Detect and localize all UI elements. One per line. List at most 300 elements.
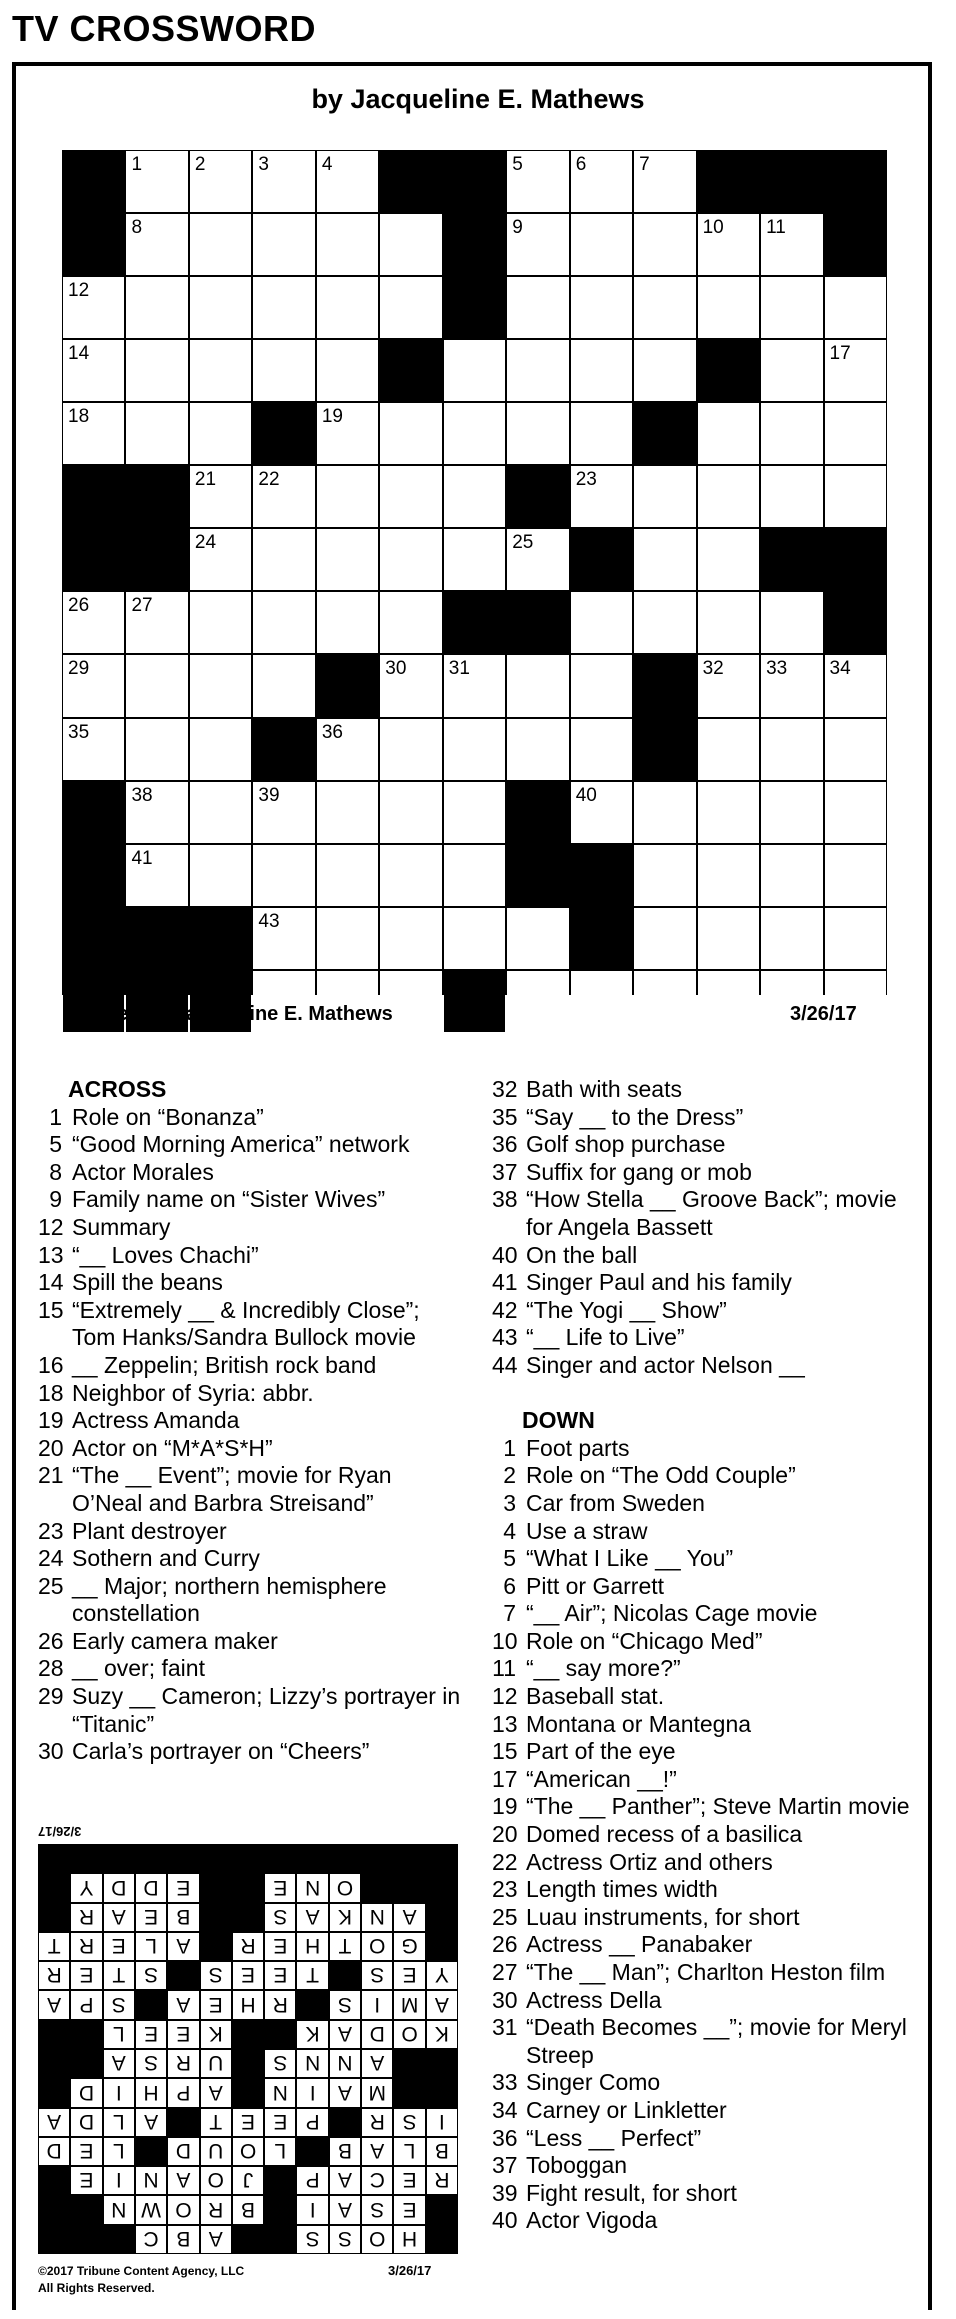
solution-letter: R <box>71 1904 101 1931</box>
grid-cell[interactable] <box>190 403 251 464</box>
solution-date: 3/26/17 <box>388 2263 432 2278</box>
grid-cell[interactable] <box>698 466 759 527</box>
solution-black-square <box>265 2021 295 2048</box>
solution-letter: B <box>330 2138 360 2165</box>
grid-cell[interactable] <box>507 971 568 1032</box>
grid-cell[interactable] <box>571 719 632 780</box>
clue-item <box>492 1655 912 1683</box>
grid-cell[interactable] <box>634 529 695 590</box>
grid-cell[interactable] <box>825 340 886 401</box>
clue-item <box>38 1214 468 1242</box>
grid-cell[interactable] <box>761 908 822 969</box>
clue-number: 9 <box>49 1186 62 1213</box>
grid-cell[interactable] <box>571 971 632 1032</box>
grid-cell[interactable] <box>825 466 886 527</box>
grid-cell[interactable] <box>126 592 187 653</box>
grid-cell[interactable] <box>317 592 378 653</box>
grid-cell[interactable] <box>698 971 759 1032</box>
solution-black-square <box>168 1962 198 1989</box>
solution-black-square <box>201 1933 231 1960</box>
solution-letter: H <box>394 2226 424 2253</box>
grid-cell[interactable] <box>190 529 251 590</box>
solution-letter: A <box>104 2050 134 2077</box>
grid-cell[interactable] <box>761 277 822 338</box>
grid-cell[interactable] <box>634 782 695 843</box>
grid-cell[interactable] <box>190 466 251 527</box>
solution-letter: A <box>330 2079 360 2106</box>
frame-left-rule <box>12 62 16 2310</box>
grid-cell[interactable] <box>634 592 695 653</box>
clue-number: 5 <box>49 1131 62 1158</box>
solution-letter: S <box>201 1962 231 1989</box>
grid-cell[interactable] <box>317 529 378 590</box>
solution-letter: N <box>330 2050 360 2077</box>
grid-cell[interactable] <box>190 719 251 780</box>
black-square <box>63 782 124 843</box>
clue-number: 13 <box>38 1241 64 1268</box>
solution-letter: A <box>201 2079 231 2106</box>
grid-cell[interactable] <box>444 719 505 780</box>
grid-cell[interactable] <box>317 403 378 464</box>
grid-cell[interactable] <box>190 782 251 843</box>
grid-cell[interactable] <box>190 655 251 716</box>
clue-text: “How Stella __ Groove Back”; movie for Angela Bassett <box>526 1186 897 1240</box>
solution-black-square <box>427 2079 457 2106</box>
grid-cell[interactable] <box>317 151 378 212</box>
grid-cell[interactable] <box>380 655 441 716</box>
grid-cell[interactable] <box>126 214 187 275</box>
clue-text: __ over; faint <box>72 1655 205 1682</box>
clue-number: 35 <box>68 721 90 743</box>
solution-letter: E <box>394 1962 424 1989</box>
down-clue-list <box>492 1435 912 2235</box>
black-square <box>698 340 759 401</box>
across-heading: ACROSS <box>68 1076 167 1102</box>
grid-cell[interactable] <box>317 845 378 906</box>
black-square <box>761 151 822 212</box>
grid-cell[interactable] <box>698 592 759 653</box>
clue-number: 12 <box>38 1213 64 1240</box>
clue-item <box>38 1655 468 1683</box>
grid-cell[interactable] <box>253 908 314 969</box>
grid-cell[interactable] <box>380 529 441 590</box>
solution-letter: B <box>168 1904 198 1931</box>
grid-cell[interactable] <box>761 340 822 401</box>
solution-black-square <box>71 2196 101 2223</box>
grid-cell[interactable] <box>253 340 314 401</box>
grid-cell[interactable] <box>698 277 759 338</box>
solution-black-square <box>394 1874 424 1901</box>
clue-number: 6 <box>575 154 587 175</box>
grid-cell[interactable] <box>571 466 632 527</box>
grid-cell[interactable] <box>698 214 759 275</box>
clue-text: Foot parts <box>526 1434 630 1461</box>
grid-cell[interactable] <box>253 466 314 527</box>
clue-item <box>492 1104 912 1132</box>
clue-number: 9 <box>512 217 523 239</box>
solution-letter: I <box>297 2196 327 2223</box>
solution-black-square <box>71 2021 101 2048</box>
clue-item <box>492 1711 912 1739</box>
solution-letter: O <box>233 2138 263 2165</box>
grid-cell[interactable] <box>634 845 695 906</box>
grid-cell[interactable] <box>761 655 822 716</box>
solution-black-square <box>233 2226 263 2253</box>
frame-top-rule <box>12 62 932 66</box>
grid-cell[interactable] <box>761 403 822 464</box>
clue-item <box>492 1849 912 1877</box>
grid-cell[interactable] <box>126 719 187 780</box>
grid-cell[interactable] <box>507 529 568 590</box>
solution-letter: L <box>104 2109 134 2136</box>
solution-letter: T <box>39 1933 69 1960</box>
clue-number: 32 <box>702 658 724 680</box>
clue-number: 40 <box>575 784 597 806</box>
grid-cell[interactable] <box>507 403 568 464</box>
black-square <box>825 151 886 212</box>
grid-cell[interactable] <box>253 782 314 843</box>
clue-text: __ Zeppelin; British rock band <box>72 1351 377 1378</box>
solution-letter: P <box>297 2167 327 2194</box>
clue-text: “__ Life to Live” <box>526 1324 685 1351</box>
grid-cell[interactable] <box>380 214 441 275</box>
solution-black-square <box>168 2109 198 2136</box>
clue-text: “Say __ to the Dress” <box>526 1103 744 1130</box>
solution-letter: A <box>427 1991 457 2018</box>
grid-cell[interactable] <box>253 845 314 906</box>
grid-cell[interactable] <box>253 529 314 590</box>
solution-letter: A <box>201 2226 231 2253</box>
grid-cell[interactable] <box>253 151 314 212</box>
grid-cell[interactable] <box>825 719 886 780</box>
grid-cell[interactable] <box>190 277 251 338</box>
black-square <box>634 403 695 464</box>
grid-cell[interactable] <box>571 403 632 464</box>
grid-cell[interactable] <box>634 466 695 527</box>
solution-letter: M <box>362 2079 392 2106</box>
grid-cell[interactable] <box>698 655 759 716</box>
grid-cell[interactable] <box>253 277 314 338</box>
solution-letter: D <box>136 1874 166 1901</box>
solution-letter: R <box>265 1991 295 2018</box>
clue-text: Neighbor of Syria: abbr. <box>72 1379 314 1406</box>
solution-black-square <box>233 1904 263 1931</box>
grid-cell[interactable] <box>507 719 568 780</box>
grid-cell[interactable] <box>761 592 822 653</box>
grid-cell[interactable] <box>444 403 505 464</box>
clue-text: Actress Della <box>526 1986 662 2013</box>
solution-letter: R <box>233 1933 263 1960</box>
solution-letter: E <box>233 2109 263 2136</box>
grid-cell[interactable] <box>380 719 441 780</box>
grid-cell[interactable] <box>634 340 695 401</box>
grid-cell[interactable] <box>317 277 378 338</box>
clue-text: “Extremely __ & Incredibly Close”; Tom Hanks/Sandra Bullock movie <box>72 1296 420 1351</box>
grid-cell[interactable] <box>253 592 314 653</box>
grid-cell[interactable] <box>825 403 886 464</box>
grid-cell[interactable] <box>126 655 187 716</box>
grid-cell[interactable] <box>126 151 187 212</box>
grid-cell[interactable] <box>190 845 251 906</box>
grid-cell[interactable] <box>571 655 632 716</box>
grid-cell[interactable] <box>380 277 441 338</box>
frame-right-rule <box>928 62 932 2310</box>
clue-number: 12 <box>492 1683 518 1710</box>
clue-number: 37 <box>492 2152 518 2179</box>
grid-cell[interactable] <box>190 151 251 212</box>
clue-text: “The Yogi __ Show” <box>526 1296 727 1323</box>
grid-cell[interactable] <box>571 214 632 275</box>
clue-number: 39 <box>258 784 280 806</box>
grid-cell[interactable] <box>444 845 505 906</box>
clue-text: Bath with seats <box>526 1076 682 1102</box>
grid-cell[interactable] <box>825 908 886 969</box>
solution-letter: E <box>265 1962 295 1989</box>
grid-cell[interactable] <box>63 277 124 338</box>
solution-letter: E <box>136 2021 166 2048</box>
grid-cell[interactable] <box>63 592 124 653</box>
clue-text: Luau instruments, for short <box>526 1903 800 1930</box>
clue-item <box>492 1904 912 1932</box>
solution-black-square <box>233 2050 263 2077</box>
clue-text: Length times width <box>526 1876 718 1903</box>
solution-letter: L <box>265 2138 295 2165</box>
black-square <box>63 214 124 275</box>
solution-black-square <box>265 2226 295 2253</box>
clue-item <box>492 2207 912 2235</box>
clue-item <box>492 1573 912 1601</box>
grid-cell[interactable] <box>126 845 187 906</box>
solution-black-square <box>233 2079 263 2106</box>
grid-cell[interactable] <box>317 466 378 527</box>
grid-cell[interactable] <box>761 466 822 527</box>
grid-cell[interactable] <box>126 782 187 843</box>
grid-cell[interactable] <box>825 655 886 716</box>
grid-cell[interactable] <box>825 845 886 906</box>
grid-cell[interactable] <box>126 277 187 338</box>
clue-item <box>38 1131 468 1159</box>
clue-text: Role on “Chicago Med” <box>526 1627 763 1654</box>
solution-letter: S <box>362 1962 392 1989</box>
clue-number: 2 <box>194 154 206 175</box>
grid-cell[interactable] <box>698 529 759 590</box>
solution-letter: D <box>71 2109 101 2136</box>
grid-cell[interactable] <box>761 214 822 275</box>
solution-letter: E <box>265 1933 295 1960</box>
clue-number: 30 <box>38 1738 64 1765</box>
black-square <box>444 151 505 212</box>
black-square <box>63 529 124 590</box>
clue-number: 28 <box>38 1655 64 1682</box>
black-square <box>380 151 441 212</box>
solution-letter: S <box>104 1991 134 2018</box>
grid-cell[interactable] <box>825 277 886 338</box>
grid-cell[interactable] <box>317 719 378 780</box>
grid-cell[interactable] <box>634 971 695 1032</box>
grid-cell[interactable] <box>317 908 378 969</box>
grid-cell[interactable] <box>698 908 759 969</box>
clue-item <box>492 1269 912 1297</box>
black-square <box>190 908 251 969</box>
grid-cell[interactable] <box>634 277 695 338</box>
clue-item <box>38 1352 468 1380</box>
grid-cell[interactable] <box>126 403 187 464</box>
grid-cell[interactable] <box>63 403 124 464</box>
clue-item <box>492 1959 912 1987</box>
black-square <box>634 655 695 716</box>
clue-item <box>492 1242 912 1270</box>
solution-grid <box>38 1844 458 2254</box>
clue-number: 1 <box>503 1434 516 1461</box>
clue-number: 37 <box>492 1158 518 1185</box>
grid-cell[interactable] <box>634 908 695 969</box>
grid-cell[interactable] <box>507 908 568 969</box>
solution-letter: G <box>394 1933 424 1960</box>
grid-cell[interactable] <box>571 782 632 843</box>
clue-text: Summary <box>72 1213 171 1240</box>
grid-cell[interactable] <box>126 340 187 401</box>
solution-black-square <box>39 1904 69 1931</box>
grid-cell[interactable] <box>444 340 505 401</box>
solution-letter: S <box>136 2050 166 2077</box>
clue-number: 31 <box>492 2014 518 2041</box>
grid-cell[interactable] <box>444 466 505 527</box>
grid-cell[interactable] <box>253 655 314 716</box>
clue-number: 30 <box>492 1986 518 2013</box>
grid-cell[interactable] <box>825 782 886 843</box>
clue-number: 19 <box>38 1407 64 1434</box>
clue-number: 34 <box>492 2096 518 2123</box>
grid-cell[interactable] <box>507 277 568 338</box>
grid-cell[interactable] <box>698 782 759 843</box>
grid-cell[interactable] <box>190 592 251 653</box>
grid-cell[interactable] <box>444 782 505 843</box>
black-square <box>126 908 187 969</box>
clue-number: 7 <box>503 1600 516 1627</box>
solution-black-square <box>297 2138 327 2165</box>
clue-item <box>38 1380 468 1408</box>
grid-cell[interactable] <box>507 151 568 212</box>
solution-letter: E <box>104 1933 134 1960</box>
clue-number: 39 <box>492 2179 518 2206</box>
copyright-line: ©2017 Tribune Content Agency, LLC <box>38 2264 245 2278</box>
grid-cell[interactable] <box>698 845 759 906</box>
clue-number: 21 <box>194 469 217 491</box>
clue-number: 15 <box>492 1738 518 1765</box>
solution-black-square <box>71 2226 101 2253</box>
clue-number: 14 <box>38 1269 64 1296</box>
solution-letter: H <box>297 1933 327 1960</box>
grid-cell[interactable] <box>63 340 124 401</box>
grid-cell[interactable] <box>63 655 124 716</box>
grid-cell[interactable] <box>63 719 124 780</box>
grid-cell[interactable] <box>444 529 505 590</box>
grid-cell[interactable] <box>571 151 632 212</box>
solution-black-square <box>265 2167 295 2194</box>
grid-cell[interactable] <box>317 782 378 843</box>
clue-number: 33 <box>766 658 788 680</box>
clue-number: 29 <box>38 1683 64 1710</box>
grid-cell[interactable] <box>634 151 695 212</box>
grid-cell[interactable] <box>317 340 378 401</box>
grid-cell[interactable] <box>380 403 441 464</box>
clue-text: “The __ Man”; Charlton Heston film <box>526 1959 886 1985</box>
clue-number: 36 <box>321 721 343 743</box>
clue-number: 30 <box>385 658 407 680</box>
solution-date-upside-down: 3/26/17 <box>38 1824 82 1839</box>
grid-cell[interactable] <box>380 466 441 527</box>
clue-text: “American __!” <box>526 1765 677 1792</box>
clue-item <box>38 1159 468 1187</box>
grid-cell[interactable] <box>571 277 632 338</box>
clue-item <box>492 1435 912 1463</box>
solution-black-square <box>233 2021 263 2048</box>
clue-number: 26 <box>68 595 90 617</box>
grid-cell[interactable] <box>190 214 251 275</box>
grid-cell[interactable] <box>380 908 441 969</box>
grid-cell[interactable] <box>444 908 505 969</box>
clue-item <box>492 2125 912 2153</box>
black-square <box>63 466 124 527</box>
solution-letter: P <box>168 2079 198 2106</box>
grid-cell[interactable] <box>571 592 632 653</box>
clue-text: “__ Air”; Nicolas Cage movie <box>526 1600 818 1627</box>
grid-cell[interactable] <box>761 719 822 780</box>
clue-item <box>492 2069 912 2097</box>
black-square <box>253 719 314 780</box>
clue-item <box>492 2014 912 2069</box>
clue-number: 33 <box>492 2069 518 2096</box>
clue-text: “The __ Panther”; Steve Martin movie <box>526 1793 910 1820</box>
grid-cell[interactable] <box>507 340 568 401</box>
solution-letter: B <box>427 2138 457 2165</box>
black-square <box>317 655 378 716</box>
grid-cell[interactable] <box>507 655 568 716</box>
grid-cell[interactable] <box>761 782 822 843</box>
grid-cell[interactable] <box>698 719 759 780</box>
across-clue-list <box>38 1104 468 1766</box>
grid-cell[interactable] <box>698 403 759 464</box>
clue-number: 32 <box>492 1076 518 1102</box>
clue-item <box>38 1683 468 1738</box>
grid-cell[interactable] <box>190 340 251 401</box>
clue-number: 12 <box>68 280 90 302</box>
clue-number: 8 <box>49 1158 62 1185</box>
solution-letter: C <box>136 2226 166 2253</box>
clue-number: 5 <box>512 154 523 175</box>
grid-cell[interactable] <box>380 845 441 906</box>
grid-cell[interactable] <box>380 592 441 653</box>
grid-cell[interactable] <box>761 845 822 906</box>
grid-cell[interactable] <box>571 340 632 401</box>
clue-text: __ Major; northern hemisphere constellation <box>72 1572 387 1627</box>
solution-letter: S <box>330 1991 360 2018</box>
clue-number: 35 <box>492 1103 518 1130</box>
solution-letter: A <box>104 1904 134 1931</box>
solution-letter: E <box>136 1904 166 1931</box>
clue-number: 36 <box>492 2124 518 2151</box>
grid-cell[interactable] <box>380 782 441 843</box>
solution-letter: O <box>394 2021 424 2048</box>
grid-cell[interactable] <box>634 214 695 275</box>
clue-text: Suffix for gang or mob <box>526 1158 752 1185</box>
grid-cell[interactable] <box>507 214 568 275</box>
grid-cell[interactable] <box>253 214 314 275</box>
grid-cell[interactable] <box>444 655 505 716</box>
black-square <box>126 466 187 527</box>
clue-number: 20 <box>38 1434 64 1461</box>
grid-cell[interactable] <box>317 214 378 275</box>
